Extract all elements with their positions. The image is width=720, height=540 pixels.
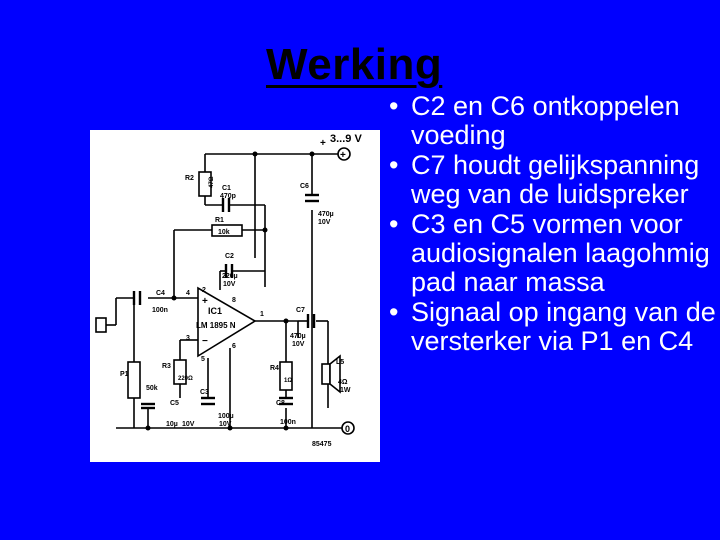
c3-voltage: 10V xyxy=(219,421,232,428)
ic-name: IC1 xyxy=(208,306,223,316)
c8-label: C8 xyxy=(276,400,285,407)
supply-voltage: 3...9 V xyxy=(330,133,362,145)
ground-terminal-label: 0 xyxy=(345,424,351,434)
bullet-text: C2 en C6 ontkoppelen voeding xyxy=(411,91,680,150)
p1-value: 50k xyxy=(146,385,158,392)
pin-6: 6 xyxy=(232,343,236,350)
pin-1: 1 xyxy=(260,311,264,318)
ic-plus-sign: + xyxy=(202,296,208,307)
bullet-text: Signaal op ingang van de versterker via P1 en C4 xyxy=(411,297,716,356)
r1-value: 10k xyxy=(218,229,230,236)
ic-minus-sign: − xyxy=(202,336,208,347)
c3-label: C3 xyxy=(200,389,209,396)
r2-label: R2 xyxy=(185,175,194,182)
c3-value: 100µ xyxy=(218,413,234,420)
pin-2: 2 xyxy=(202,287,206,294)
c7-voltage: 10V xyxy=(292,341,305,348)
bullet-dot: • xyxy=(389,150,399,180)
r3-value: 220Ω xyxy=(178,376,193,382)
c1-value: 470p xyxy=(220,193,236,200)
c1-label: C1 xyxy=(222,185,231,192)
c4-label: C4 xyxy=(156,290,165,297)
r4-value: 1Ω xyxy=(284,378,293,384)
r4-label: R4 xyxy=(270,365,279,372)
c2-voltage: 10V xyxy=(223,281,236,288)
c6-value: 470µ xyxy=(318,211,334,218)
bullet-item xyxy=(385,298,717,356)
schematic-components xyxy=(96,172,340,398)
c7-value: 470µ xyxy=(290,333,306,340)
c5-voltage: 10V xyxy=(182,421,195,428)
l5-label: L5 xyxy=(336,359,345,366)
r2-value: 47Ω xyxy=(209,176,215,188)
bullet-item xyxy=(385,151,717,209)
bullet-item xyxy=(385,210,717,297)
c6-label: C6 xyxy=(300,183,309,190)
bullet-list xyxy=(385,92,717,357)
c5-label: C5 xyxy=(170,400,179,407)
circuit-schematic xyxy=(90,130,380,462)
slide-title: Werking xyxy=(266,40,443,89)
c2-label: C2 xyxy=(225,253,234,260)
l5-power: 1W xyxy=(340,387,351,394)
bullet-dot: • xyxy=(389,91,399,121)
schematic-drawing xyxy=(90,130,380,462)
supply-plus: + xyxy=(320,138,326,149)
pin-4: 4 xyxy=(186,290,190,297)
bullet-text: C7 houdt gelijkspanning weg van de luidspreker xyxy=(411,150,700,209)
bullet-text: C3 en C5 vormen voor audiosignalen laagohmig pad naar massa xyxy=(411,209,710,297)
supply-terminal-plus: + xyxy=(340,150,346,161)
schematic-ref: 85475 xyxy=(312,441,332,448)
c2-value: 220µ xyxy=(222,273,238,280)
bullet-item xyxy=(385,92,717,150)
r1-label: R1 xyxy=(215,217,224,224)
c8-value: 100n xyxy=(280,419,296,426)
bullet-dot: • xyxy=(389,297,399,327)
p1-label: P1 xyxy=(120,371,129,378)
pin-3: 3 xyxy=(186,335,190,342)
r3-label: R3 xyxy=(162,363,171,370)
pin-5: 5 xyxy=(201,356,205,363)
bullet-dot: • xyxy=(389,209,399,239)
pin-8: 8 xyxy=(232,297,236,304)
c6-voltage: 10V xyxy=(318,219,331,226)
c5-value: 10µ xyxy=(166,421,178,428)
c4-value: 100n xyxy=(152,307,168,314)
l5-value: 4Ω xyxy=(338,379,348,386)
c7-label: C7 xyxy=(296,307,305,314)
ic-type: LM 1895 N xyxy=(196,321,236,330)
